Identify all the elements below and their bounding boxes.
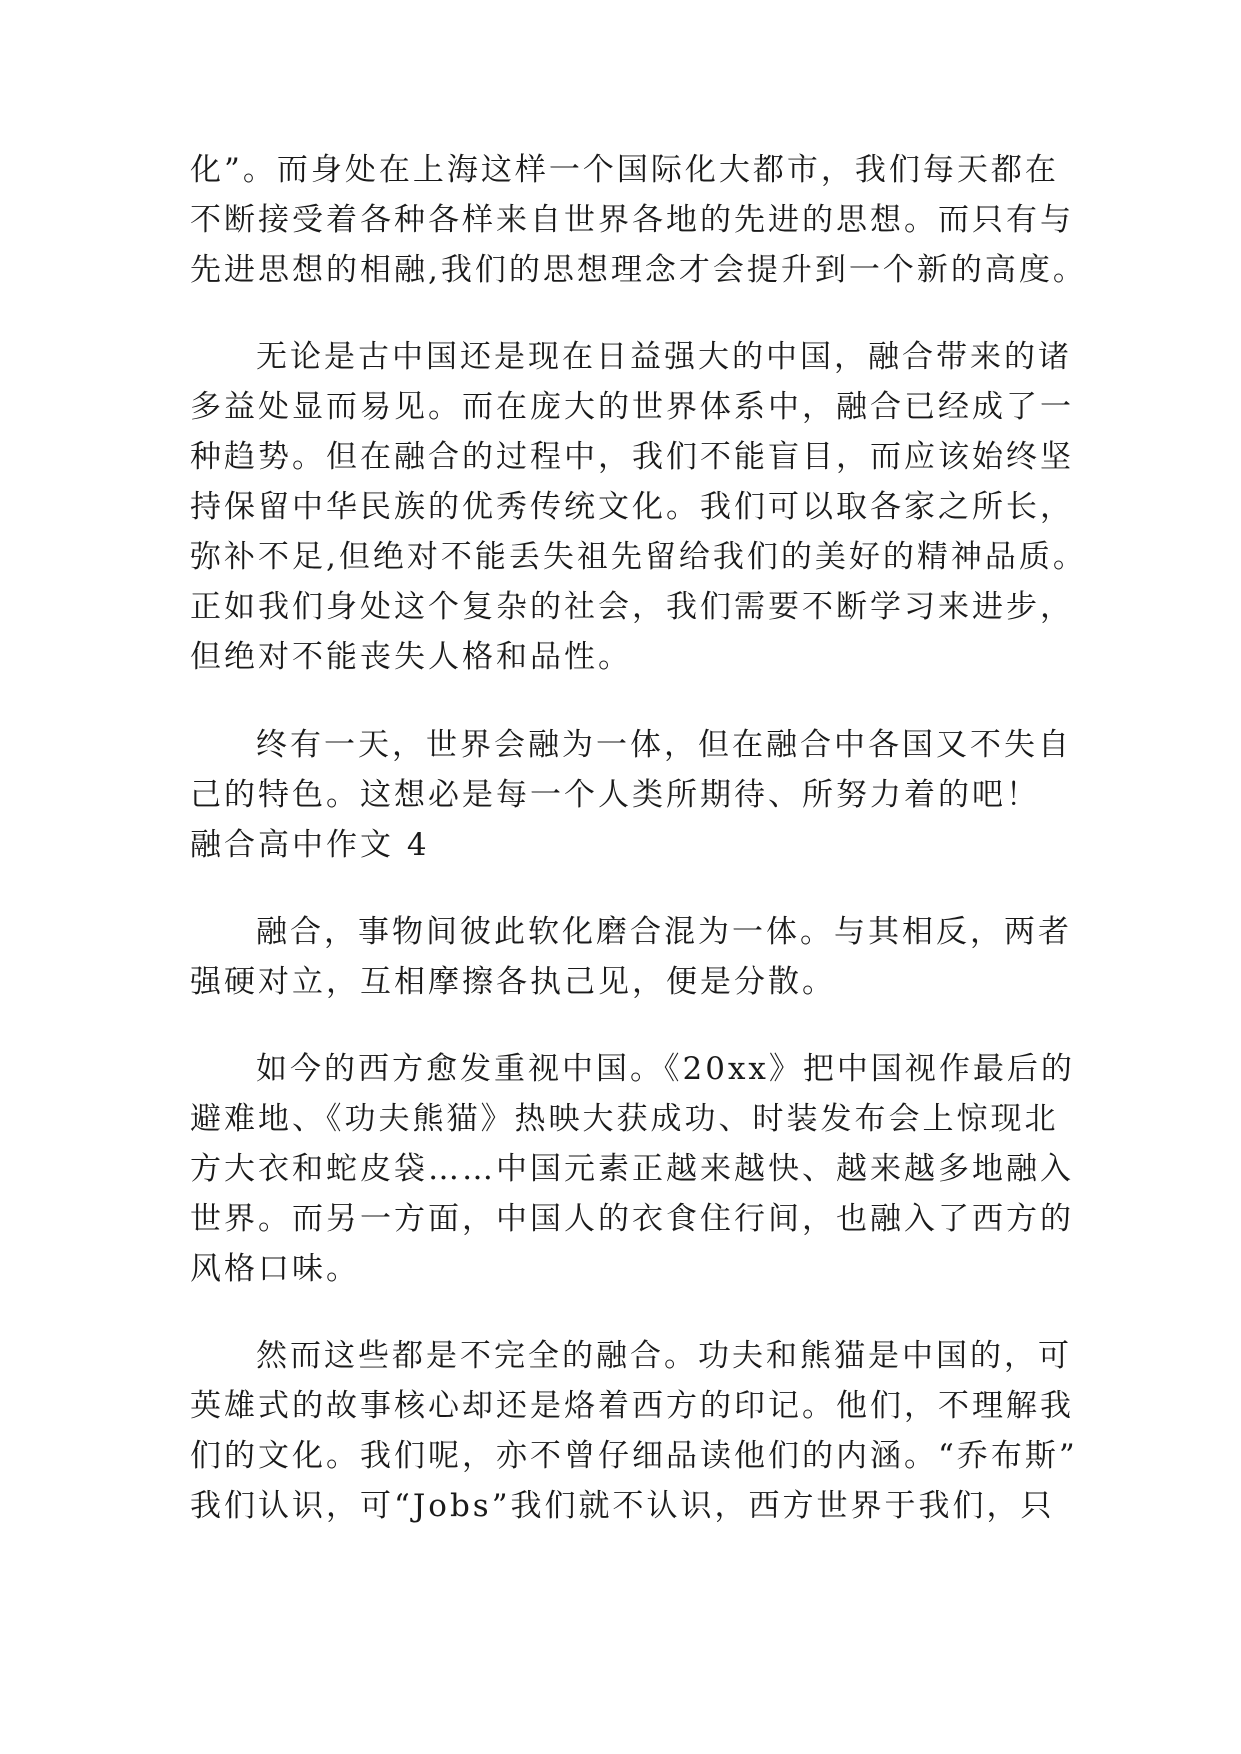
paragraph-first-line: 融合，事物间彼此软化磨合混为一体。与其相反，两者 <box>256 914 1072 950</box>
paragraph-line: 弥补不足,但绝对不能丢失祖先留给我们的美好的精神品质。 <box>190 539 1087 575</box>
section-heading: 融合高中作文 4 <box>190 827 430 863</box>
paragraph-line: 世界。而另一方面，中国人的衣食住行间，也融入了西方的 <box>190 1201 1074 1237</box>
paragraph-line: 化”。而身处在上海这样一个国际化大都市，我们每天都在 <box>190 152 1059 188</box>
paragraph-line: 避难地、《功夫熊猫》热映大获成功、时装发布会上惊现北 <box>190 1101 1059 1137</box>
paragraph-line: 风格口味。 <box>190 1251 360 1287</box>
paragraph-first-line: 无论是古中国还是现在日益强大的中国，融合带来的诸 <box>256 339 1072 375</box>
paragraph-line: 我们认识，可“Jobs”我们就不认识，西方世界于我们，只 <box>190 1488 1055 1524</box>
paragraph-line: 们的文化。我们呢，亦不曾仔细品读他们的内涵。“乔布斯” <box>190 1438 1078 1474</box>
paragraph-first-line: 如今的西方愈发重视中国。《20xx》把中国视作最后的 <box>256 1051 1075 1087</box>
paragraph-first-line: 然而这些都是不完全的融合。功夫和熊猫是中国的，可 <box>256 1338 1072 1374</box>
paragraph-line: 先进思想的相融,我们的思想理念才会提升到一个新的高度。 <box>190 252 1087 288</box>
paragraph-line: 不断接受着各种各样来自世界各地的先进的思想。而只有与 <box>190 202 1074 238</box>
paragraph-line: 英雄式的故事核心却还是烙着西方的印记。他们，不理解我 <box>190 1388 1074 1424</box>
paragraph-line: 持保留中华民族的优秀传统文化。我们可以取各家之所长， <box>190 489 1074 525</box>
paragraph-line: 但绝对不能丧失人格和品性。 <box>190 639 632 675</box>
paragraph-line: 强硬对立，互相摩擦各执己见，便是分散。 <box>190 964 836 1000</box>
paragraph-line: 正如我们身处这个复杂的社会，我们需要不断学习来进步， <box>190 589 1074 625</box>
paragraph-line: 多益处显而易见。而在庞大的世界体系中，融合已经成了一 <box>190 389 1074 425</box>
paragraph-first-line: 终有一天，世界会融为一体，但在融合中各国又不失自 <box>256 727 1072 763</box>
paragraph-line: 己的特色。这想必是每一个人类所期待、所努力着的吧！ <box>190 777 1040 813</box>
paragraph-line: 方大衣和蛇皮袋……中国元素正越来越快、越来越多地融入 <box>190 1151 1074 1187</box>
paragraph-line: 种趋势。但在融合的过程中，我们不能盲目，而应该始终坚 <box>190 439 1074 475</box>
